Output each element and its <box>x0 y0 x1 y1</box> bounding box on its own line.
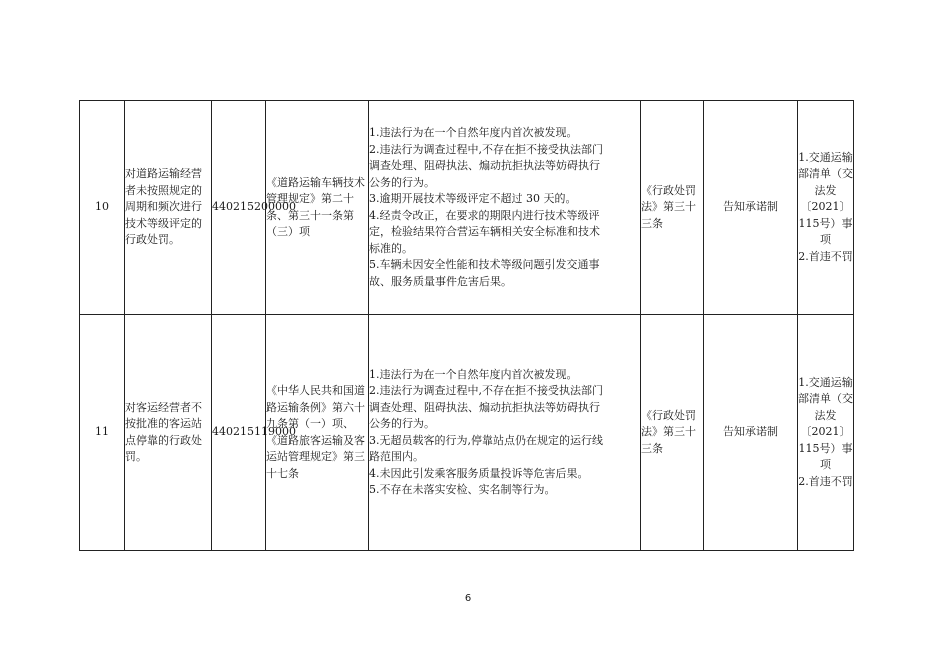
condition-line: 2.违法行为调查过程中,不存在拒不接受执法部门 <box>369 384 603 397</box>
condition-line: 1.违法行为在一个自然年度内首次被发现。 <box>369 126 578 139</box>
table-row <box>80 101 854 315</box>
handling-mode: 告知承诺制 <box>704 315 798 551</box>
penalty-law-basis: 《行政处罚法》第三十三条 <box>641 315 704 551</box>
row-number: 11 <box>80 315 125 551</box>
item-code: 440215119000 <box>212 315 266 551</box>
condition-line: 调查处理、阻碍执法、煽动抗拒执法等妨碍执行 <box>369 400 600 414</box>
condition-line: 4.未因此引发乘客服务质量投诉等危害后果。 <box>369 466 589 480</box>
violation-description: 对客运经营者不按批准的客运站点停靠的行政处罚。 <box>125 315 212 551</box>
condition-line: 调查处理、阻碍执法、煽动抗拒执法等妨碍执行 <box>369 159 600 172</box>
condition-line: 4.经责令改正，在要求的期限内进行技术等级评 <box>369 208 600 222</box>
condition-line: 3.无超员载客的行为,停靠站点仍在规定的运行线 <box>369 433 603 447</box>
condition-line: 定，检验结果符合营运车辆相关安全标准和技术 <box>369 225 600 238</box>
handling-mode: 告知承诺制 <box>704 101 798 315</box>
table-row <box>80 315 854 551</box>
penalty-law-basis: 《行政处罚法》第三十三条 <box>641 101 704 315</box>
page-number: 6 <box>464 593 472 604</box>
reference-source: 1.交通运输部清单（交法发〔2021〕115号）事项 2.首违不罚 <box>798 101 854 315</box>
exemption-list-table <box>79 100 854 551</box>
condition-line: 故、服务质量事件危害后果。 <box>369 274 512 288</box>
applicable-conditions <box>369 101 641 315</box>
condition-line: 路范围内。 <box>369 450 424 463</box>
row-number: 10 <box>80 101 125 315</box>
condition-line: 1.违法行为在一个自然年度内首次被发现。 <box>369 367 578 381</box>
violation-description: 对道路运输经营者未按照规定的周期和频次进行技术等级评定的行政处罚。 <box>125 101 212 315</box>
condition-line: 公务的行为。 <box>369 417 435 430</box>
condition-line: 5.不存在未落实安检、实名制等行为。 <box>369 483 556 496</box>
condition-line: 3.逾期开展技术等级评定不超过 30 天的。 <box>369 192 577 205</box>
condition-line: 公务的行为。 <box>369 175 435 189</box>
condition-line: 标准的。 <box>369 241 413 255</box>
legal-basis: 《中华人民共和国道路运输条例》第六十九条第（一）项、《道路旅客运输及客运站管理规定》第三十七条 <box>266 315 369 551</box>
reference-source: 1.交通运输部清单（交法发〔2021〕115号）事项 2.首违不罚 <box>798 315 854 551</box>
legal-basis: 《道路运输车辆技术管理规定》第二十条、第三十一条第（三）项 <box>266 101 369 315</box>
condition-line: 5.车辆未因安全性能和技术等级问题引发交通事 <box>369 258 600 271</box>
condition-line: 2.违法行为调查过程中,不存在拒不接受执法部门 <box>369 142 603 156</box>
applicable-conditions <box>369 315 641 551</box>
item-code: 440215200000 <box>212 101 266 315</box>
